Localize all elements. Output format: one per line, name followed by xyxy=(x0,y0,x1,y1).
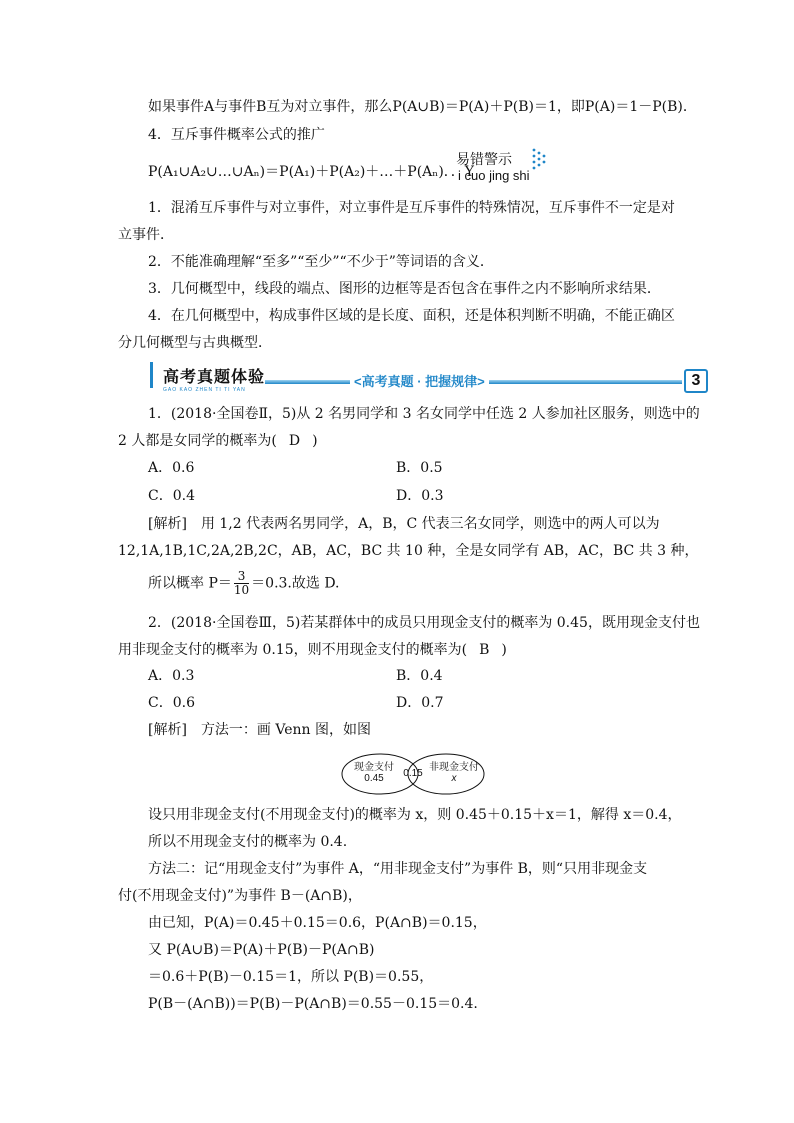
q1-stem-1: 1．(2018·全国卷Ⅱ，5)从 2 名男同学和 3 名女同学中任选 2 人参加社区服务，则选中的 xyxy=(148,406,700,422)
rule-complementary: 如果事件A与事件B互为对立事件，那么P(A∪B)＝P(A)＋P(B)＝1，即P(A)＝1－P(B)． xyxy=(148,99,697,115)
q2-line-5: 由已知，P(A)＝0.45＋0.15＝0.6，P(A∩B)＝0.15， xyxy=(148,915,487,931)
pitfall-3: 3．几何概型中，线段的端点、图形的边框等是否包含在事件之内不影响所求结果． xyxy=(148,281,661,297)
fraction-denominator: 10 xyxy=(233,583,250,597)
q2-close-paren: ) xyxy=(501,642,507,658)
q1-stem-2 xyxy=(118,431,318,451)
banner-title-box xyxy=(150,362,266,393)
tip-title: 易错警示 xyxy=(456,151,512,167)
q1-analysis-3-pre: 所以概率 P＝ xyxy=(148,575,232,592)
pitfall-2: 2．不能准确理解“至多”“至少”“不少于”等词语的含义． xyxy=(148,254,494,270)
venn-left-label: 现金支付 xyxy=(354,762,394,773)
banner-pinyin: GAO KAO ZHEN TI TI YAN xyxy=(163,387,246,393)
pitfall-1b: 立事件． xyxy=(118,227,174,243)
q2-line-6: 又 P(A∪B)＝P(A)＋P(B)－P(A∩B) xyxy=(148,942,375,958)
q2-line-1: 设只用非现金支付(不用现金支付)的概率为 x，则 0.45＋0.15＋x＝1，解得 x＝0.4， xyxy=(148,807,682,823)
q1-analysis-3 xyxy=(148,570,340,597)
section-banner xyxy=(150,362,710,400)
q1-close-paren: ) xyxy=(312,433,318,449)
q2-method-1: 方法一：画 Venn 图，如图 xyxy=(200,722,371,738)
pitfall-4a: 4．在几何概型中，构成事件区域的是长度、面积，还是体积判断不明确，不能正确区 xyxy=(148,308,675,324)
q2-analysis-1 xyxy=(148,720,371,740)
venn-diagram xyxy=(340,752,486,796)
venn-right-value: x xyxy=(451,773,457,784)
q2-stem-2-text: 用非现金支付的概率为 0.15，则不用现金支付的概率为( xyxy=(118,642,468,658)
q2-line-4: 付(不用现金支付)”为事件 B－(A∩B)， xyxy=(118,888,362,904)
q2-line-7: ＝0.6＋P(B)－0.15＝1，所以 P(B)＝0.55， xyxy=(148,969,434,985)
venn-left xyxy=(350,762,398,784)
banner-number: 3 xyxy=(684,369,708,393)
q2-option-a: A．0.3 xyxy=(148,668,195,684)
q1-option-b: B．0.5 xyxy=(396,460,443,476)
section-heading-generalization: 4．互斥事件概率公式的推广 xyxy=(148,127,325,143)
venn-left-value: 0.45 xyxy=(364,773,384,784)
generalized-formula: P(A₁∪A₂∪…∪Aₙ)＝P(A₁)＋P(A₂)＋…＋P(Aₙ)．．Y xyxy=(148,164,475,180)
q1-option-d: D．0.3 xyxy=(396,488,444,504)
q2-option-b: B．0.4 xyxy=(396,668,443,684)
q1-analysis-2: 12,1A,1B,1C,2A,2B,2C，AB，AC，BC 共 10 种，全是女同学有 AB，AC，BC 共 3 种， xyxy=(118,543,699,559)
q1-answer: D xyxy=(288,433,301,449)
q1-stem-2-text: 2 人都是女同学的概率为( xyxy=(118,433,277,449)
q2-line-8: P(B－(A∩B))＝P(B)－P(A∩B)＝0.55－0.15＝0.4. xyxy=(148,996,478,1012)
pitfall-tip-header xyxy=(456,150,530,184)
venn-overlap-value: 0.15 xyxy=(403,768,423,779)
q2-analysis-label: [解析] xyxy=(148,722,187,738)
pitfall-1a: 1．混淆互斥事件与对立事件，对立事件是互斥事件的特殊情况，互斥事件不一定是对 xyxy=(148,200,675,216)
q1-analysis-text: 用 1,2 代表两名男同学，A，B，C 代表三名女同学，则选中的两人可以为 xyxy=(200,516,660,532)
venn-right xyxy=(426,762,482,784)
q2-stem-1: 2．(2018·全国卷Ⅲ，5)若某群体中的成员只用现金支付的概率为 0.45，既用现金支付也 xyxy=(148,615,700,631)
pitfall-4b: 分几何概型与古典概型． xyxy=(118,335,272,351)
dotted-arrow-icon xyxy=(532,148,548,174)
tip-pinyin: i cuo jing shi xyxy=(458,168,530,183)
q1-analysis-3-post: ＝0.3.故选 D. xyxy=(251,575,340,592)
q2-line-3: 方法二：记“用现金支付”为事件 A，“用非现金支付”为事件 B，则“只用非现金支 xyxy=(148,861,648,877)
q2-line-2: 所以不用现金支付的概率为 0.4. xyxy=(148,834,348,850)
q1-analysis-label: [解析] xyxy=(148,516,187,532)
banner-title: 高考真题体验 xyxy=(163,369,266,386)
q1-analysis-1 xyxy=(148,514,660,534)
banner-subtitle: <高考真题 · 把握规律> xyxy=(350,371,489,390)
q1-option-c: C．0.4 xyxy=(148,488,195,504)
q1-fraction xyxy=(234,570,249,597)
fraction-numerator: 3 xyxy=(234,570,249,584)
q2-option-d: D．0.7 xyxy=(396,695,444,711)
q2-option-c: C．0.6 xyxy=(148,695,195,711)
q1-option-a: A．0.6 xyxy=(148,460,195,476)
q2-answer: B xyxy=(479,642,490,658)
venn-right-label: 非现金支付 xyxy=(429,762,479,773)
q2-stem-2 xyxy=(118,640,507,660)
